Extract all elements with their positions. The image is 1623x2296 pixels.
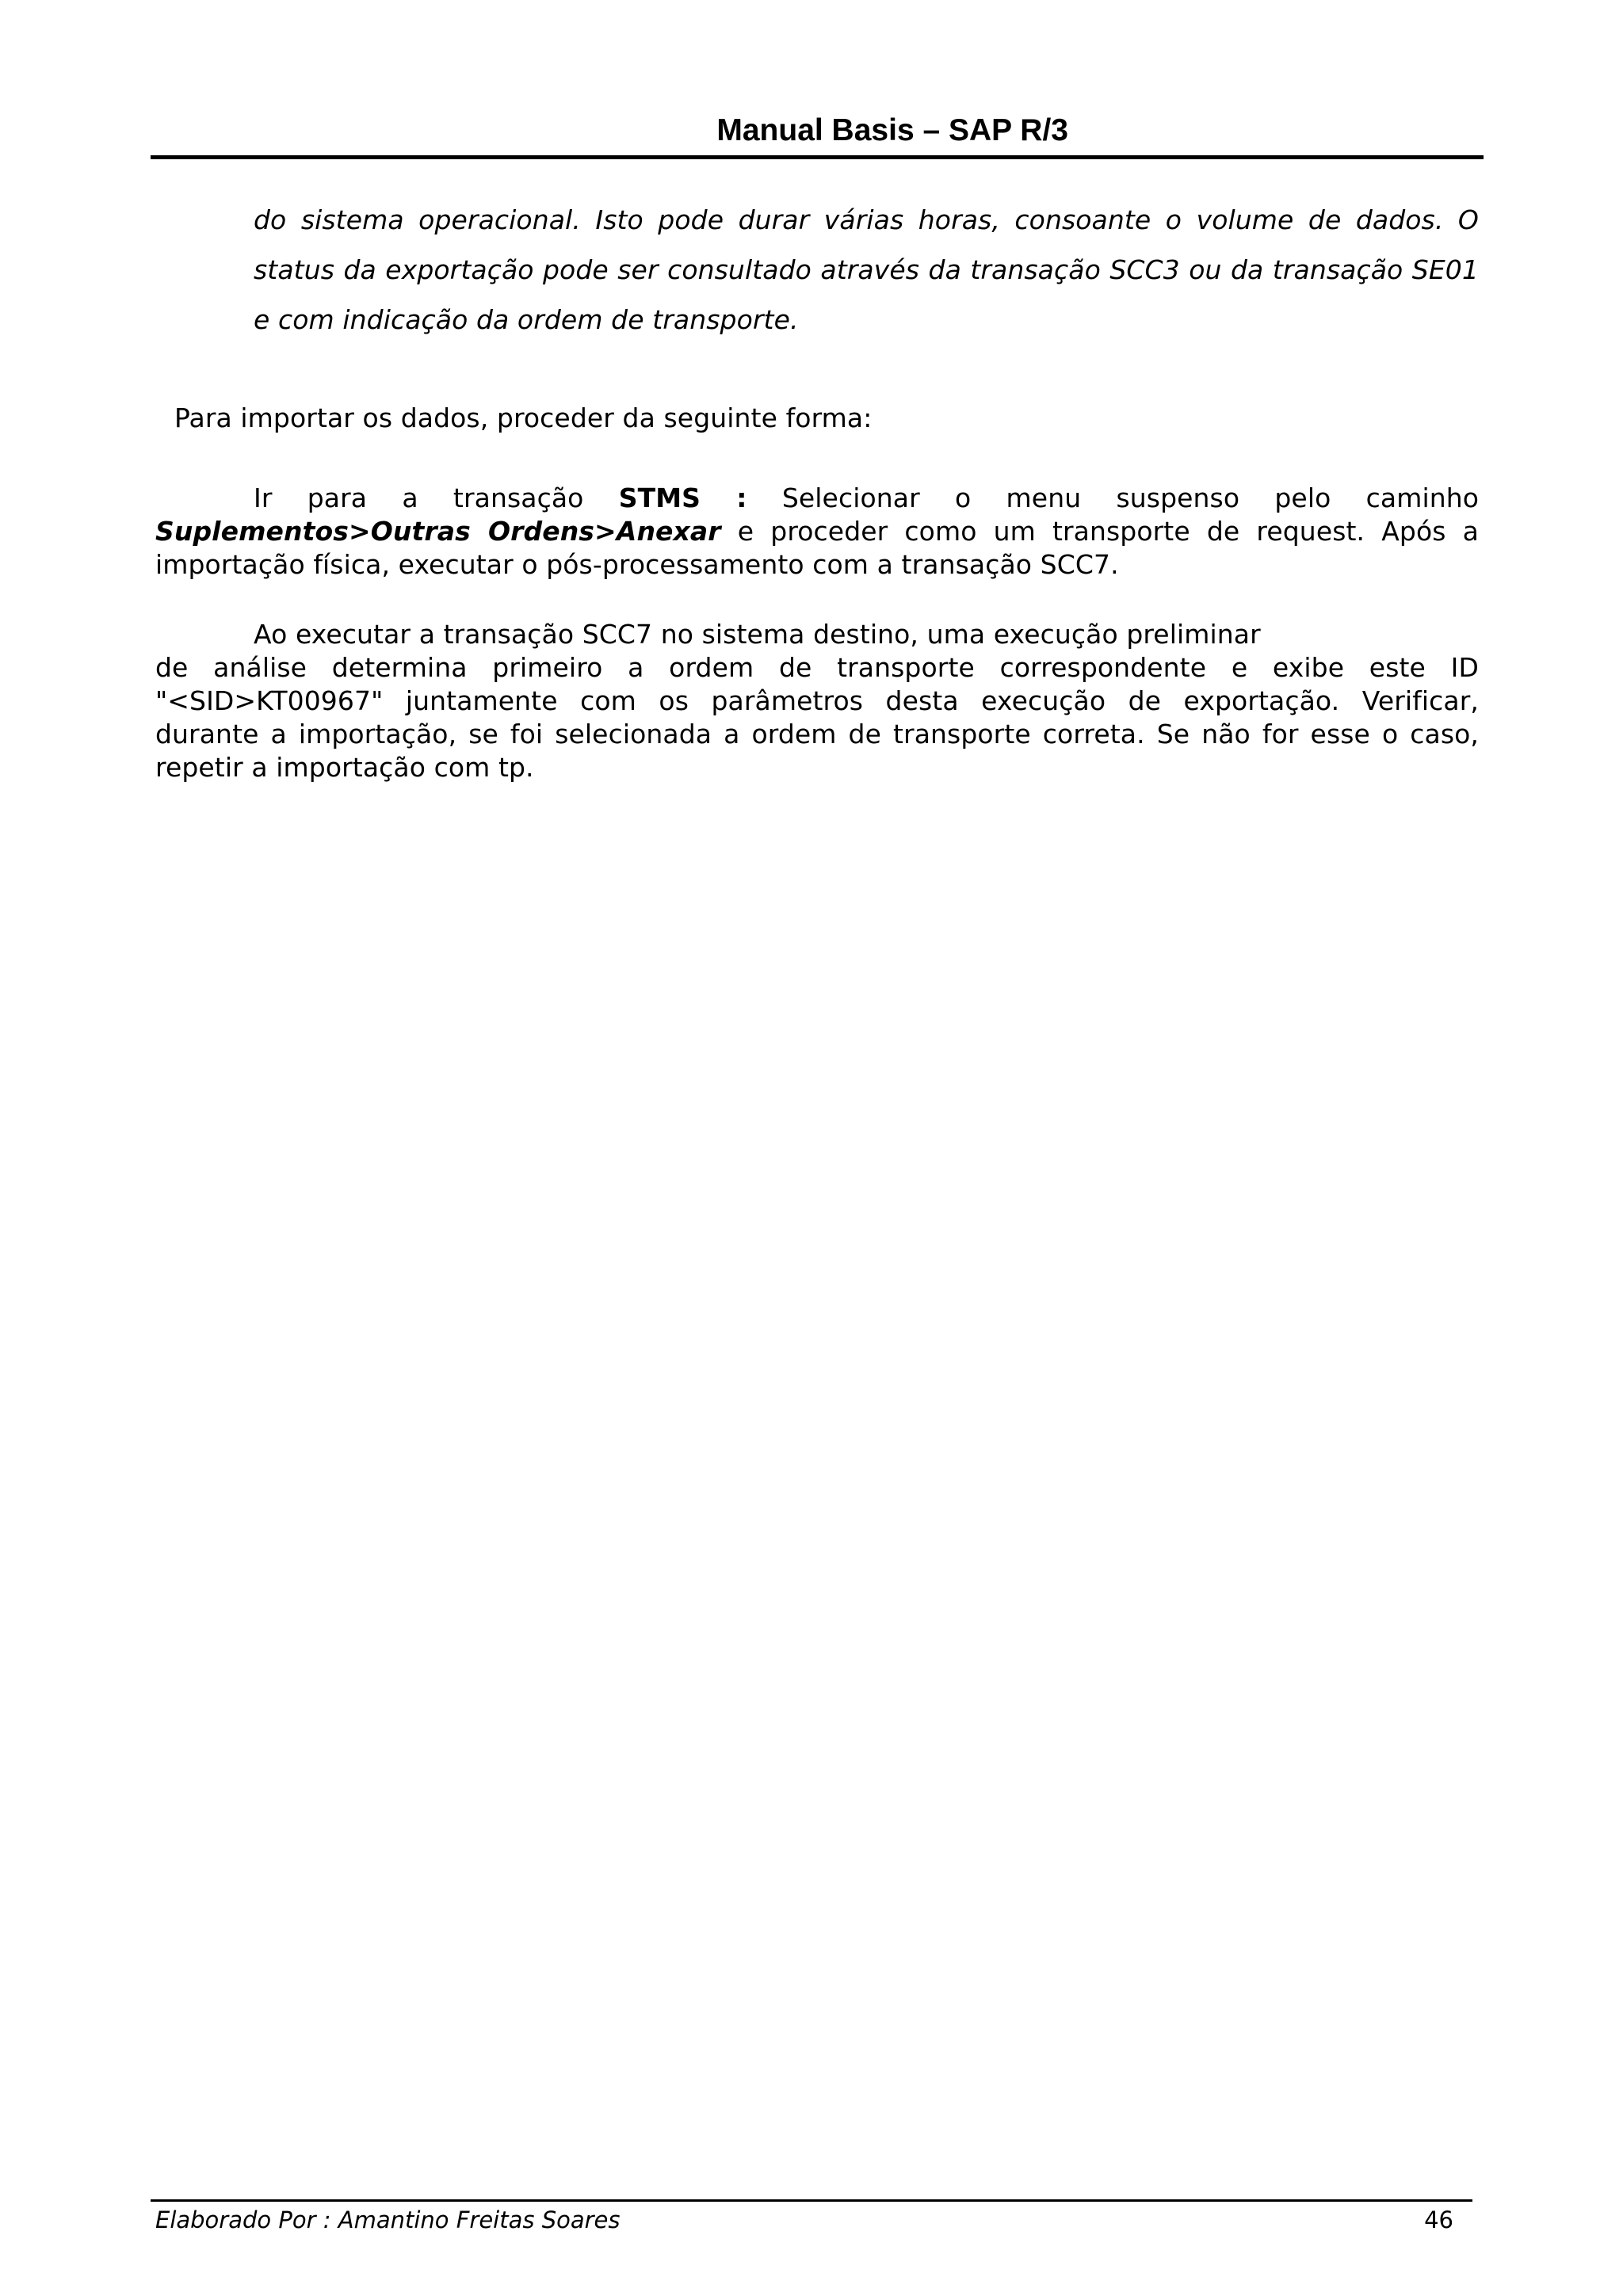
stms-line-1-suffix: Selecionar o menu suspenso pelo caminho [781,482,1480,513]
scc7-line-5: repetir a importação com tp. [155,752,534,783]
menu-path: Suplementos>Outras Ordens>Anexar [155,516,721,547]
italic-line-1: do sistema operacional. Isto pode durar várias horas, consoante o volume de dados. O [254,204,1479,235]
scc7-line-2: de análise determina primeiro a ordem de transporte correspondente e exibe este ID [155,652,1479,683]
italic-line-3: e com indicação da ordem de transporte. [254,304,799,335]
stms-line-2 [155,515,1479,548]
stms-line-1 [155,482,1479,515]
footer-divider [151,2199,1472,2202]
stms-line-3: importação física, executar o pós-processamento com a transação SCC7. [155,549,1119,580]
stms-line-1-prefix: Ir para a transação [254,482,584,513]
scc7-line-4: durante a importação, se foi selecionada a ordem de transporte correta. Se não for esse o caso, [155,719,1479,749]
scc7-line-1: Ao executar a transação SCC7 no sistema destino, uma execução preliminar [254,619,1261,650]
stms-paragraph [155,482,1479,582]
footer-author: Elaborado Por : Amantino Freitas Soares [155,2206,621,2233]
intro-paragraph: Para importar os dados, proceder da seguinte forma: [174,402,873,433]
page-number: 46 [1424,2206,1453,2233]
scc7-line-3: "<SID>KT00967" juntamente com os parâmetros desta execução de exportação. Verificar, [155,685,1479,716]
stms-line-2-suffix: e proceder como um transporte de request. Após a [737,516,1479,547]
scc7-paragraph [155,618,1479,784]
stms-transaction-code: STMS : [618,482,747,513]
italic-line-2: status da exportação pode ser consultado através da transação SCC3 ou da transação SE01 [254,254,1479,285]
header-divider [151,155,1484,159]
italic-paragraph [254,195,1479,345]
page-header-title: Manual Basis – SAP R/3 [716,113,1068,147]
